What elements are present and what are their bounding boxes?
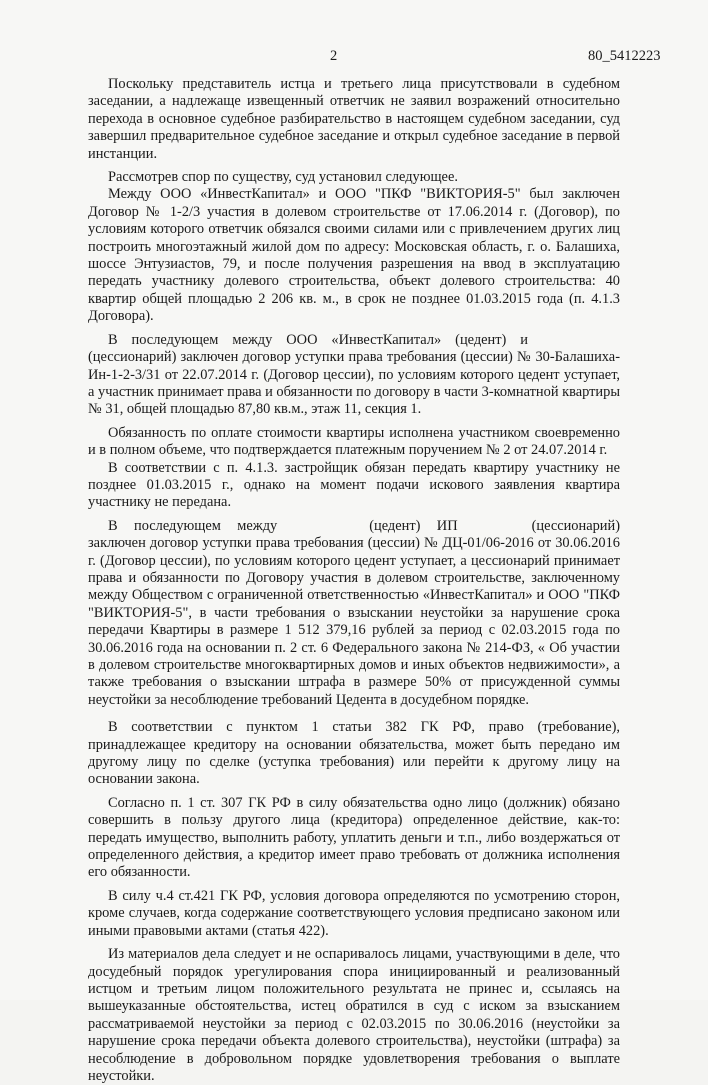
paragraph: В силу ч.4 ст.421 ГК РФ, условия договора определяются по усмотрению сторон, кроме случаев, когда содержание соответствующего условия предписано законом или иными правовыми актами (статья 422). xyxy=(88,887,620,939)
paragraph xyxy=(88,332,620,419)
paragraph-part: (цессионарий) заключен договор уступки права требования (цессии) № ДЦ-01/06-2016 от 30.06.2016 г. (Договор цессии), по условиям которого цедент уступает, а цессионарий принимает права и обязанности по Договору участия в долевом строительстве, заключенному между Обществом с ограниченной ответственностью «ИнвестКапитал» и ООО "ПКФ "ВИКТОРИЯ-5", в части требования о взыскании неустойки за нарушение срока передачи Квартиры в размере 1 512 379,16 рублей за период с 02.03.2015 года по 30.06.2016 года на основании п. 2 ст. 6 Федерального закона № 214-ФЗ, « Об участии в долевом строительстве многоквартирных домов и иных объектов недвижимости», а также требования о взыскании штрафа в размере 50% от присужденной суммы неустойки за несоблюдение требований Цедента в досудебном порядке. xyxy=(88,517,620,708)
paragraph-part: (цессионарий) заключен договор уступки права требования (цессии) № 30-Балашиха-Ин-1-2-3/31 от 22.07.2014 г. (Договор цессии), по условиям которого цедент уступает, а участник принимает права и обязанности по договору в части 3-комнатной квартиры № 31, общей площадью 87,80 кв.м., этаж 11, секция 1. xyxy=(88,349,620,418)
paragraph: Рассмотрев спор по существу, суд установил следующее. xyxy=(108,169,458,186)
paragraph: Из материалов дела следует и не оспаривалось лицами, участвующими в деле, что досудебный порядок урегулирования спора инициированный и реализованный истцом и третьим лицом положительного результата не принес и, ссылаясь на вышеуказанные обстоятельства, истец обратился в суд с иском за взысканием рассматриваемой неустойки за период с 02.03.2015 по 30.06.2016 (неустойки за нарушение срока передачи объекта долевого строительства), неустойки (штрафа) за несоблюдение в добровольном порядке удовлетворения требования о выплате неустойки. xyxy=(88,946,620,1084)
paragraph: Обязанность по оплате стоимости квартиры исполнена участником своевременно и в полном объеме, что подтверждается платежным поручением № 2 от 24.07.2014 г. xyxy=(88,424,620,459)
paragraph: В соответствии с п. 4.1.3. застройщик обязан передать квартиру участнику не позднее 01.03.2015 г., однако на момент подачи искового заявления квартира участнику не передана. xyxy=(88,459,620,511)
paragraph: Поскольку представитель истца и третьего лица присутствовали в судебном заседании, а надлежаще извещенный ответчик не заявил возражений относительно перехода в основное судебное разбирательство в настоящем судебном заседании, суд завершил предварительное судебное заседание и открыл судебное заседание в первой инстанции. xyxy=(88,76,620,162)
page-number: 2 xyxy=(330,48,338,64)
document-body xyxy=(88,76,620,1085)
paragraph xyxy=(88,518,620,709)
paragraph: Между ООО «ИнвестКапитал» и ООО "ПКФ "ВИКТОРИЯ-5" был заключен Договор № 1-2/3 участия в долевом строительстве от 17.06.2014 г. (Договор), по условиям которого ответчик обязался своими силами или с привлечением других лиц построить многоэтажный жилой дом по адресу: Московская область, г. о. Балашиха, шоссе Энтузиастов, 79, и после получения разрешения на ввод в эксплуатацию передать участнику долевого строительства, объект долевого строительства: 40 квартир общей площадью 2 206 кв. м., в срок не позднее 01.03.2015 года (п. 4.1.3 Договора). xyxy=(88,186,620,325)
paragraph-part: В последующем между xyxy=(108,517,278,534)
paragraph-part: В последующем между ООО «ИнвестКапитал» (цедент) и xyxy=(108,331,528,348)
paragraph: Согласно п. 1 ст. 307 ГК РФ в силу обязательства одно лицо (должник) обязано совершить в пользу другого лица (кредитора) определенное действие, как-то: передать имущество, выполнить работу, уплатить деньги и т.п., либо воздержаться от определенного действия, а кредитор имеет право требовать от должника исполнения его обязанности. xyxy=(88,794,620,881)
paragraph-part: (цедент) ИП xyxy=(369,517,458,534)
document-id: 80_5412223 xyxy=(588,48,661,64)
paragraph: В соответствии с пунктом 1 статьи 382 ГК РФ, право (требование), принадлежащее кредитору на основании обязательства, может быть передано им другому лицу по сделке (уступка требования) или перейти к другому лицу на основании закона. xyxy=(88,719,620,788)
